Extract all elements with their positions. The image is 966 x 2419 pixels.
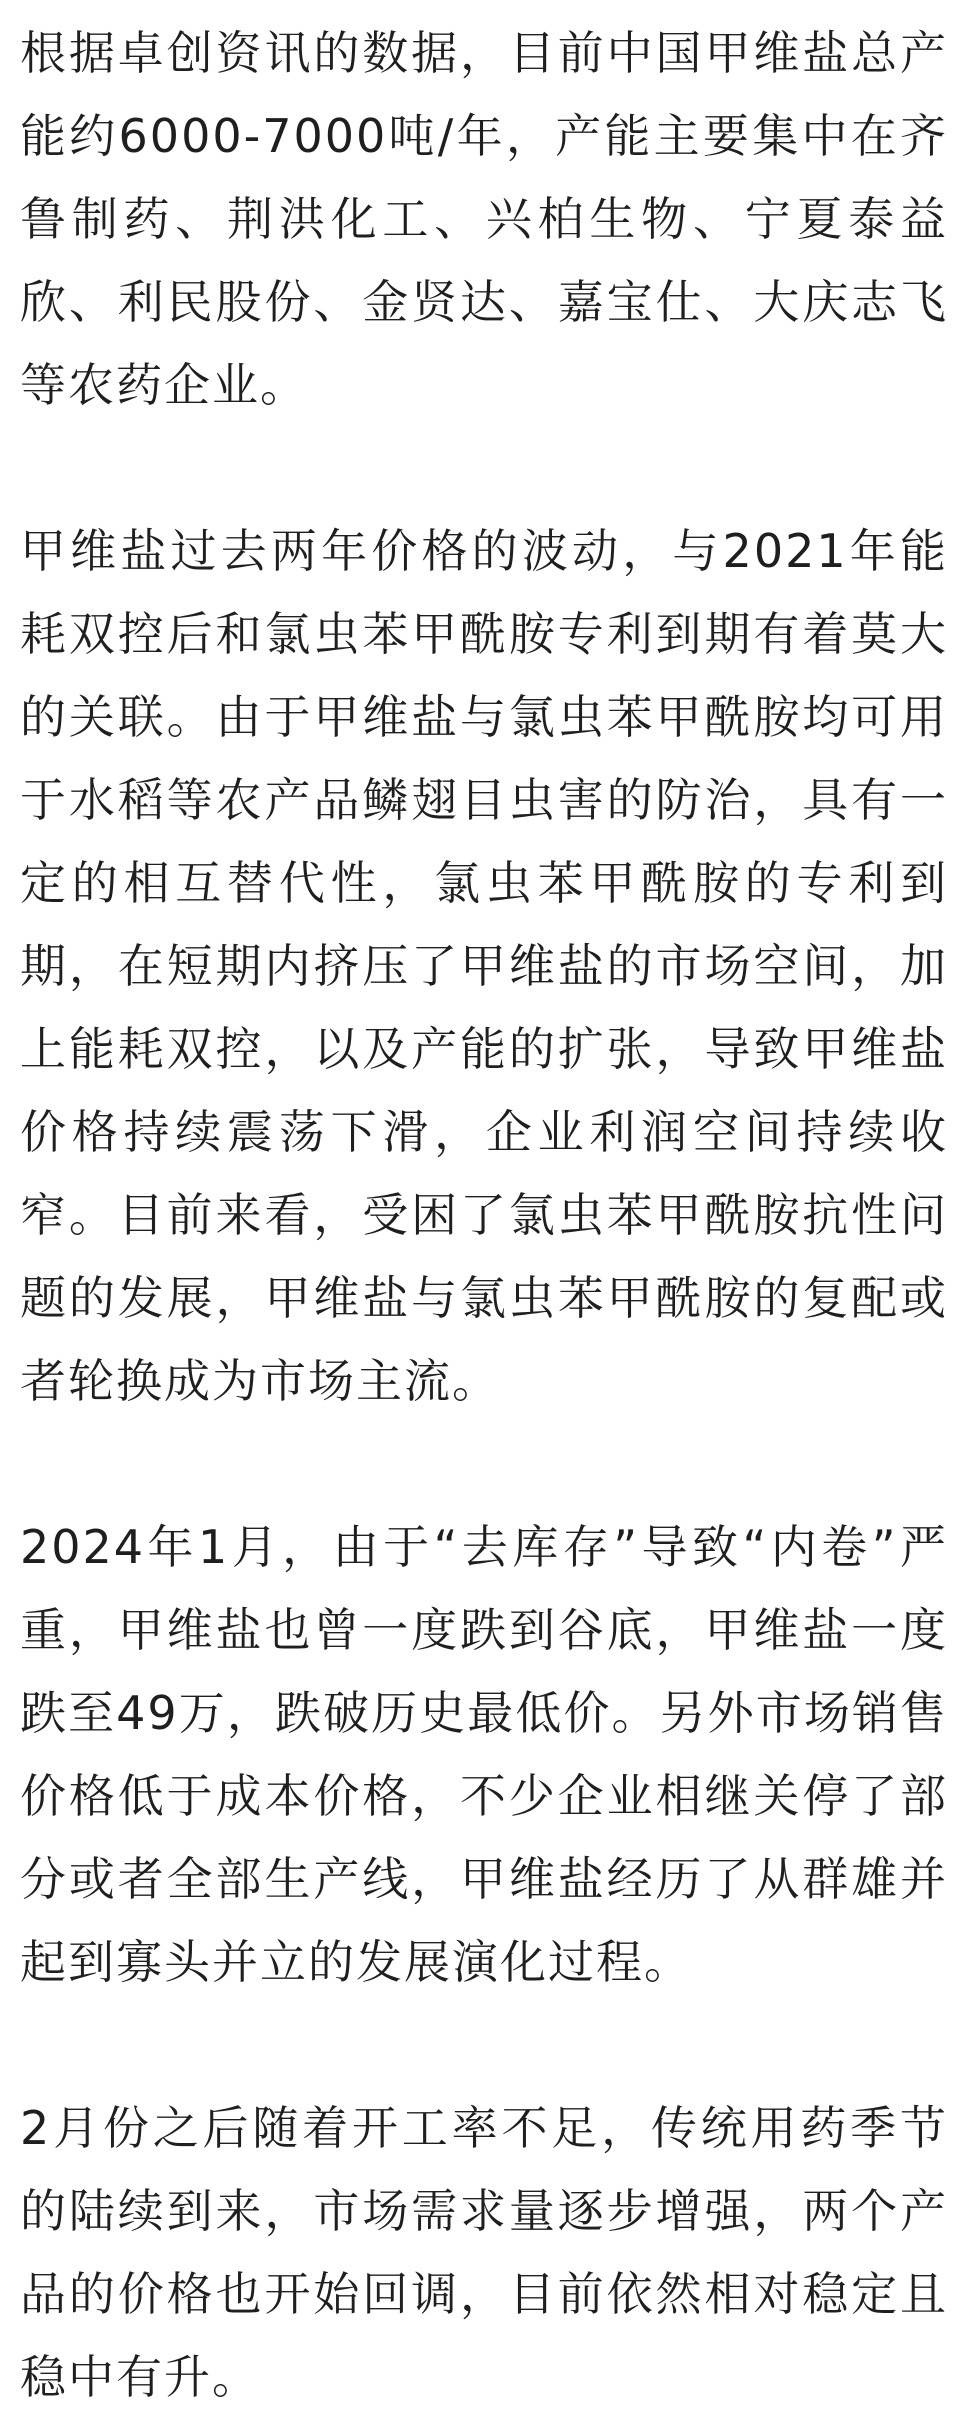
paragraph-price-fluctuation: 甲维盐过去两年价格的波动，与2021年能耗双控后和氯虫苯甲酰胺专利到期有着莫大的关联。由于甲维盐与氯虫苯甲酰胺均可用于水稻等农产品鳞翅目虫害的防治，具有一定的相互替代性，氯虫苯甲酰胺的专利到期，在短期内挤压了甲维盐的市场空间，加上能耗双控，以及产能的扩张，导致甲维盐价格持续震荡下滑，企业利润空间持续收窄。目前来看，受困了氯虫苯甲酰胺抗性问题的发展，甲维盐与氯虫苯甲酰胺的复配或者轮换成为市场主流。 xyxy=(20,524,948,1408)
article-body xyxy=(0,12,966,2419)
paragraph-january-2024: 2024年1月，由于“去库存”导致“内卷”严重，甲维盐也曾一度跌到谷底，甲维盐一度跌至49万，跌破历史最低价。另外市场销售价格低于成本价格，不少企业相继关停了部分或者全部生产线，甲维盐经历了从群雄并起到寡头并立的发展演化过程。 xyxy=(20,1520,948,1989)
paragraph-recovery: 2月份之后随着开工率不足，传统用药季节的陆续到来，市场需求量逐步增强，两个产品的价格也开始回调，目前依然相对稳定且稳中有升。 xyxy=(20,2101,948,2404)
paragraph-capacity: 根据卓创资讯的数据，目前中国甲维盐总产能约6000-7000吨/年，产能主要集中在齐鲁制药、荆洪化工、兴柏生物、宁夏泰益欣、利民股份、金贤达、嘉宝仕、大庆志飞等农药企业。 xyxy=(20,26,948,412)
